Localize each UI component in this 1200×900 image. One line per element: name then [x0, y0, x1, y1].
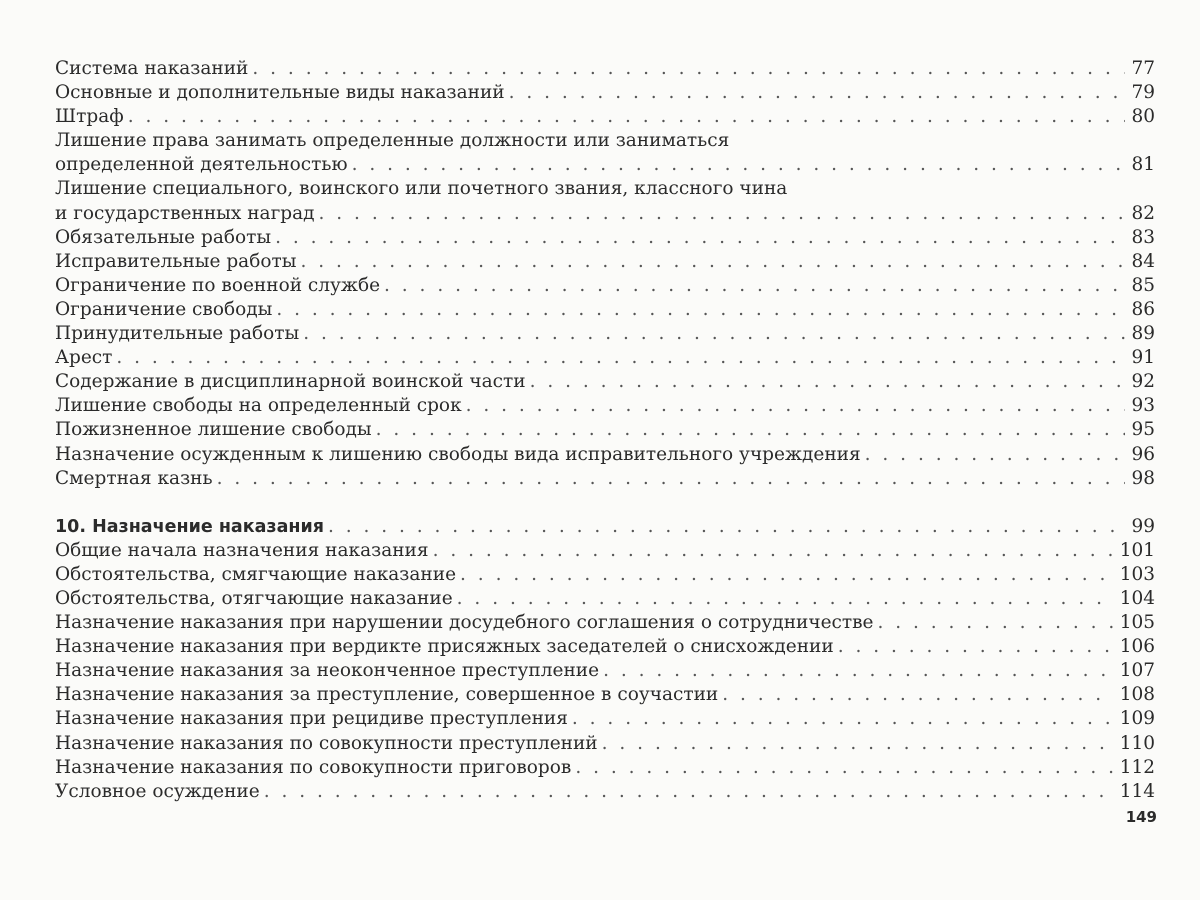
toc-dot-leader [384, 274, 1125, 298]
toc-entry [55, 539, 1155, 563]
toc-entry-title: Условное осуждение [55, 780, 260, 802]
toc-entry [55, 226, 1155, 250]
toc-entry-page: 108 [1119, 684, 1155, 706]
toc-dot-leader [300, 250, 1125, 274]
toc-entry-page: 101 [1119, 539, 1155, 561]
toc-dot-leader [466, 394, 1126, 418]
toc-entry [55, 346, 1155, 370]
toc-entry-title-line1: Лишение права занимать определенные должности или заниматься [55, 130, 730, 152]
table-of-contents [55, 57, 1155, 804]
toc-entry-page: 91 [1131, 347, 1155, 369]
toc-entry [55, 129, 1155, 177]
toc-entry [55, 732, 1155, 756]
toc-dot-leader [264, 780, 1114, 804]
toc-entry-title: Штраф [55, 106, 124, 128]
toc-entry-page: 83 [1131, 226, 1155, 248]
toc-entry [55, 587, 1155, 611]
toc-entry [55, 756, 1155, 780]
toc-entry-title: Обязательные работы [55, 226, 272, 248]
toc-entry [55, 563, 1155, 587]
toc-entry-page: 110 [1119, 732, 1155, 754]
toc-entry-page: 112 [1119, 756, 1155, 778]
toc-entry-title: Лишение свободы на определенный срок [55, 395, 462, 417]
toc-entry-title-line1: Лишение специального, воинского или почетного звания, классного чина [55, 178, 788, 200]
toc-entry-page: 103 [1119, 563, 1155, 585]
toc-chapter-entry [55, 515, 1155, 539]
toc-dot-leader [328, 515, 1125, 539]
toc-entry [55, 57, 1155, 81]
toc-entry [55, 322, 1155, 346]
toc-entry-title: Общие начала назначения наказания [55, 539, 429, 561]
toc-entry-title: Арест [55, 347, 113, 369]
toc-entry [55, 443, 1155, 467]
toc-dot-leader [303, 322, 1125, 346]
toc-entry [55, 780, 1155, 804]
toc-entry [55, 659, 1155, 683]
toc-entry [55, 81, 1155, 105]
toc-entry [55, 394, 1155, 418]
toc-entry-page: 114 [1119, 780, 1155, 802]
toc-entry-page: 84 [1131, 250, 1155, 272]
toc-dot-leader [376, 418, 1126, 442]
toc-dot-leader [722, 683, 1113, 707]
toc-dot-leader [319, 202, 1126, 226]
toc-entry-title: Обстоятельства, отягчающие наказание [55, 587, 453, 609]
toc-entry-page: 105 [1119, 612, 1155, 634]
toc-dot-leader [252, 57, 1125, 81]
toc-entry [55, 635, 1155, 659]
toc-entry [55, 707, 1155, 731]
toc-entry-title: Система наказаний [55, 58, 249, 79]
toc-entry [55, 418, 1155, 442]
toc-entry-page: 89 [1131, 323, 1155, 345]
toc-dot-leader [603, 659, 1114, 683]
toc-entry-title: Назначение наказания при рецидиве преступления [55, 708, 568, 730]
toc-entry-title: Назначение осужденным к лишению свободы вида исправительного учреждения [55, 443, 861, 465]
toc-entry-page: 92 [1131, 371, 1155, 393]
toc-entry-title: Содержание в дисциплинарной воинской части [55, 371, 526, 393]
toc-dot-leader [509, 81, 1126, 105]
toc-entry [55, 467, 1155, 491]
toc-entry-page: 104 [1119, 587, 1155, 609]
toc-entry-page: 95 [1131, 419, 1155, 441]
toc-entry [55, 274, 1155, 298]
toc-entry-page: 79 [1131, 82, 1155, 104]
toc-dot-leader [602, 732, 1114, 756]
page-number: 149 [1125, 808, 1157, 826]
toc-entry-page: 107 [1119, 660, 1155, 682]
toc-entry-title: и государственных наград [55, 202, 315, 224]
toc-entry-title: Обстоятельства, смягчающие наказание [55, 563, 457, 585]
toc-entry-title: Основные и дополнительные виды наказаний [55, 82, 505, 104]
toc-dot-leader [275, 226, 1125, 250]
toc-entry-title: Принудительные работы [55, 323, 300, 345]
toc-entry [55, 250, 1155, 274]
toc-dot-leader [352, 153, 1126, 177]
toc-entry-page: 96 [1131, 443, 1155, 465]
toc-entry-title: Смертная казнь [55, 467, 213, 489]
toc-entry-title: определенной деятельностью [55, 154, 348, 176]
toc-entry-title: Назначение наказания за преступление, совершенное в соучастии [55, 684, 719, 706]
toc-dot-leader [878, 611, 1114, 635]
toc-dot-leader [128, 105, 1126, 129]
toc-entry-title: Назначение наказания по совокупности приговоров [55, 756, 572, 778]
toc-entry-title: Ограничение свободы [55, 298, 273, 320]
toc-dot-leader [572, 707, 1114, 731]
toc-entry-title: Ограничение по военной службе [55, 274, 381, 296]
toc-entry [55, 683, 1155, 707]
toc-entry-page: 85 [1131, 274, 1155, 296]
toc-entry-page: 93 [1131, 395, 1155, 417]
toc-entry-title: Исправительные работы [55, 250, 297, 272]
toc-dot-leader [457, 587, 1114, 611]
toc-dot-leader [433, 539, 1114, 563]
toc-entry [55, 105, 1155, 129]
toc-entry-page: 80 [1131, 106, 1155, 128]
toc-dot-leader [116, 346, 1125, 370]
toc-entry-title: Назначение наказания по совокупности преступлений [55, 732, 598, 754]
toc-entry-title: Назначение наказания за неоконченное преступление [55, 660, 600, 682]
toc-entry-page: 106 [1119, 636, 1155, 658]
toc-chapter-title: 10. Назначение наказания [55, 516, 324, 537]
toc-entry [55, 177, 1155, 225]
toc-entry-page: 77 [1131, 58, 1155, 79]
toc-entry-page: 81 [1131, 154, 1155, 176]
toc-entry [55, 611, 1155, 635]
toc-entry-page: 82 [1131, 202, 1155, 224]
toc-dot-leader [530, 370, 1126, 394]
toc-entry [55, 298, 1155, 322]
toc-entry-title: Пожизненное лишение свободы [55, 419, 372, 441]
toc-entry-page: 86 [1131, 298, 1155, 320]
toc-dot-leader [217, 467, 1126, 491]
toc-entry-title: Назначение наказания при нарушении досудебного соглашения о сотрудничестве [55, 612, 874, 634]
toc-entry [55, 370, 1155, 394]
toc-entry-page: 99 [1131, 515, 1155, 537]
toc-entry-title: Назначение наказания при вердикте присяжных заседателей о снисхождении [55, 636, 834, 658]
toc-dot-leader [276, 298, 1125, 322]
toc-entry-page: 109 [1119, 708, 1155, 730]
toc-dot-leader [838, 635, 1114, 659]
toc-dot-leader [460, 563, 1114, 587]
toc-dot-leader [865, 443, 1126, 467]
toc-entry-page: 98 [1131, 467, 1155, 489]
toc-dot-leader [575, 756, 1113, 780]
